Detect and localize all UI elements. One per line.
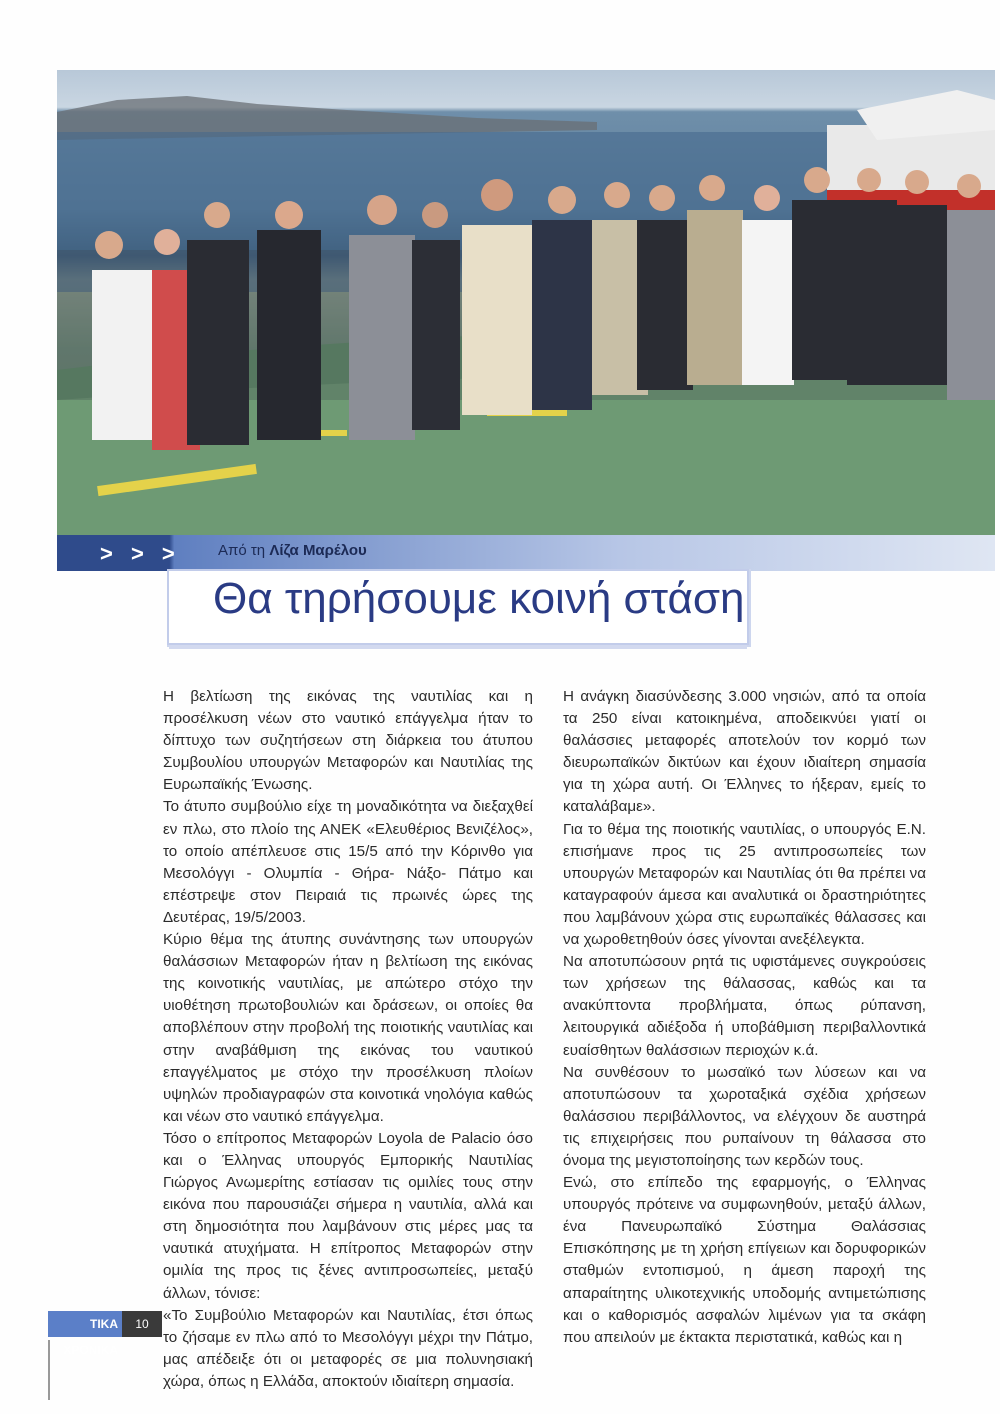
byline-prefix: Από τη	[218, 542, 270, 559]
byline-author: Λίζα Μαρέλου	[269, 542, 367, 559]
paragraph: Τόσο ο επίτροπος Μεταφορών Loyola de Palacio όσο και ο Έλληνας υπουργός Εμπορικής Ναυτιλίας Γιώργος Ανωμερίτης εστίασαν τις ομιλίες τους στην εικόνα που παρουσιάζει σήμερα η ναυτιλία, αλλά και στη δημοσιότητα που λαμβάνουν στις μέρες μας τα ναυτικά ατυχήματα. Η επίτροπος Μεταφορών στην ομιλία της προς τις ξένες αντιπροσωπείες, μεταξύ άλλων, τόνισε:	[163, 1129, 533, 1302]
byline-bar	[57, 535, 995, 571]
article-title: Θα τηρήσουμε κοινή στάση	[213, 574, 745, 623]
paragraph: Κύριο θέμα της άτυπης συνάντησης των υπουργών θαλάσσιων Μεταφορών ήταν η βελτίωση της εικόνας της κοινοτικής ναυτιλίας, με απώτερο στόχο την υιοθέτηση πρωτοβουλιών και δράσεων, οι οποίες θα αποβλέπουν στην προβολή της ποιοτικής ναυτιλίας και στην αναβάθμιση της εικόνας του ναυτικού επαγγέλματος με στόχο την προσέλκυση πλοίων υψηλών προδιαγραφών στα κοινοτικά νηολόγια καθώς και νέων στο ναυτικό επάγγελμα.	[163, 931, 533, 1125]
column-1	[163, 686, 533, 1393]
group-photo	[57, 70, 995, 535]
paragraph: «Το Συμβούλιο Μεταφορών και Ναυτιλίας, έτσι όπως το ζήσαμε εν πλω από το Μεσολόγγι μέχρι την Πάτμο, μας απέδειξε ότι οι μεταφορές σε μια πολυνησιακή χώρα, όπως η Ελλάδα, αποκτούν ιδιαίτερη σημασία.	[163, 1306, 533, 1390]
arrows-icon: > > >	[100, 541, 181, 566]
column-2	[563, 686, 926, 1349]
page-number: 10	[122, 1311, 162, 1337]
ship-deck-photo-icon	[57, 70, 995, 535]
paragraph: Για το θέμα της ποιοτικής ναυτιλίας, ο υπουργός Ε.Ν. επισήμανε προς τις 25 αντιπροσωπείες των υπουργών Μεταφορών και Ναυτιλίας ότι θα πρέπει να καταγραφούν άμεσα και αναλυτικά οι δραστηριότητες που λαμβάνουν χώρα στις ευρωπαϊκές θάλασσες και να χωροθετηθούν όσες γίνονται ανεξέλεγκτα.	[563, 820, 926, 949]
paragraph: Να αποτυπώσουν ρητά τις υφιστάμενες συγκρούσεις των χρήσεων της θάλασσας, καθώς και τα ανακύπτοντα προβλήματα, όπως ρύπανση, λειτουργικά αδιέξοδα ή υποβάθμιση περιβαλλοντικά ευαίσθητων θαλάσσιων περιοχών κ.ά.	[563, 953, 926, 1059]
page-edge	[48, 1340, 50, 1400]
paragraph: Ενώ, στο επίπεδο της εφαρμογής, ο Έλληνας υπουργός πρότεινε να συμφωνηθούν, μεταξύ άλλων, ένα Πανευρωπαϊκό Σύστημα Θαλάσσιας Επισκόπησης με τη χρήση επίγειων και δορυφορικών σταθμών εντοπισμού, η άμεση παροχή της απαραίτητης υλικοτεχνικής υποδομής αντιμετώπισης και ο καθορισμός ασφαλών λιμένων για τα σκάφη που απειλούν με έκτακτα περιστατικά, καθώς και η	[563, 1174, 926, 1346]
paragraph: Η ανάγκη διασύνδεσης 3.000 νησιών, από τα οποία τα 250 είναι κατοικημένα, αποδεικνύει γιατί οι θαλάσσιες μεταφορές αποτελούν τον κορμό των διευρωπαϊκών δικτύων και έχουν ιδιαίτερη σημασία για τη χώρα αυτή. Οι Έλληνες το ήξεραν, εμείς το καταλάβαμε».	[563, 688, 926, 816]
byline	[218, 542, 367, 559]
footer-section-label: ΤΙΚΑ ΧΡΟΝΙΚΑ	[48, 1311, 122, 1337]
paragraph: Η βελτίωση της εικόνας της ναυτιλίας και η προσέλκυση νέων στο ναυτικό επάγγελμα ήταν το δίπτυχο των συζητήσεων στη διάρκεια του άτυπου Συμβουλίου υπουργών Μεταφορών και Ναυτιλίας της Ευρωπαϊκής Ένωσης.	[163, 688, 533, 794]
paragraph: Να συνθέσουν το μωσαϊκό των λύσεων και να αποτυπώσουν τα χωροταξικά σχέδια χρήσεων θαλάσσιου περιβάλλοντος, να ελέγχουν δε αυστηρά τις επιχειρήσεις που ρυπαίνουν τη θάλασσα στο όνομα της μεγιστοποίησης των κερδών τους.	[563, 1063, 926, 1169]
paragraph: Το άτυπο συμβούλιο είχε τη μοναδικότητα να διεξαχθεί εν πλω, στο πλοίο της ΑΝΕΚ «Ελευθέριος Βενιζέλος», το οποίο απέπλευσε στις 15/5 από την Κόρινθο για Μεσολόγγι - Ολυμπία - Θήρα- Νάξο- Πάτμο και επέστρεψε στον Πειραιά τις πρωινές ώρες της Δευτέρας, 19/5/2003.	[163, 798, 533, 926]
